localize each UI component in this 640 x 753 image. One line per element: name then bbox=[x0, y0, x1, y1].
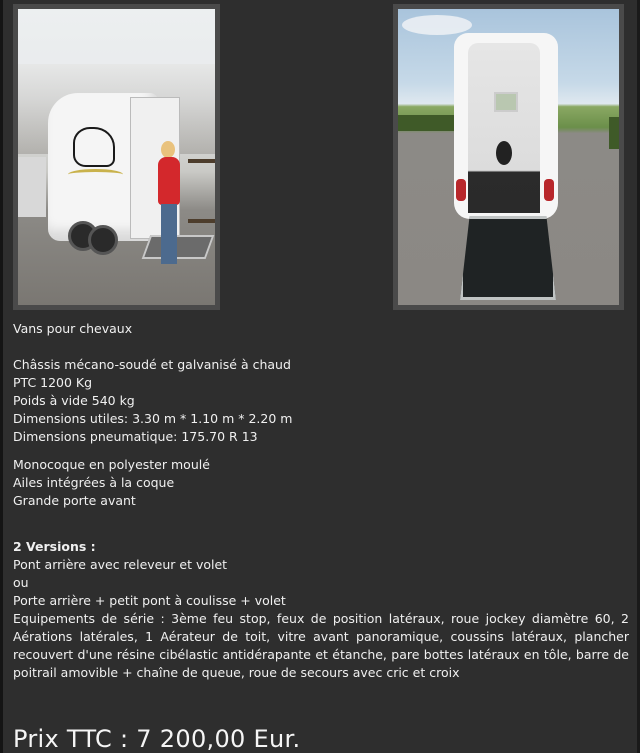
front-window bbox=[494, 92, 518, 112]
versions-heading: 2 Versions : bbox=[13, 539, 96, 554]
version-option-2: Porte arrière + petit pont à coulisse + volet bbox=[13, 593, 286, 608]
product-title: Vans pour chevaux bbox=[13, 321, 133, 336]
person-jeans bbox=[161, 204, 177, 264]
price-ttc: Prix TTC : 7 200,00 Eur. bbox=[13, 725, 301, 753]
pickup-truck bbox=[18, 157, 46, 217]
tail-light-left bbox=[456, 179, 466, 201]
left-edge-strip bbox=[0, 0, 3, 753]
spec-tires: Dimensions pneumatique: 175.70 R 13 bbox=[13, 429, 258, 444]
standard-equipment: Equipements de série : 3ème feu stop, feux de position latéraux, roue jockey diamètre 60, 2 Aérations latérales, 1 Aérateur de toit, vitre avant panoramique, coussins latéraux, plancher recouvert d'une résine cibélastic antidérapante et étanche, pare bottes latéraux en tôle, barre de poitrail amovible + chaîne de queue, roue de secours avec cric et croix bbox=[13, 611, 629, 680]
trailer-ramp bbox=[142, 235, 215, 259]
wheel-icon bbox=[88, 225, 118, 255]
spare-tire-icon bbox=[496, 141, 512, 165]
product-description bbox=[13, 320, 629, 682]
feature-front-door: Grande porte avant bbox=[13, 493, 136, 508]
hedge bbox=[609, 117, 619, 149]
photo-trailer-side-frame[interactable] bbox=[13, 4, 220, 310]
version-option-1: Pont arrière avec releveur et volet bbox=[13, 557, 228, 572]
person-red-top bbox=[158, 157, 180, 205]
hedge bbox=[398, 115, 458, 131]
photo-trailer-rear-frame[interactable] bbox=[393, 4, 624, 310]
person-head bbox=[161, 141, 175, 158]
spec-empty-weight: Poids à vide 540 kg bbox=[13, 393, 135, 408]
photo-trailer-side[interactable] bbox=[18, 9, 215, 305]
photo-trailer-rear[interactable] bbox=[398, 9, 619, 305]
spec-chassis: Châssis mécano-soudé et galvanisé à chaud bbox=[13, 357, 291, 372]
trailer-interior bbox=[468, 43, 540, 213]
horse-logo-icon bbox=[73, 127, 115, 167]
version-separator: ou bbox=[13, 575, 29, 590]
feature-wings: Ailes intégrées à la coque bbox=[13, 475, 175, 490]
logo-swoosh bbox=[68, 169, 123, 180]
feature-monocoque: Monocoque en polyester moulé bbox=[13, 457, 210, 472]
spec-dimensions: Dimensions utiles: 3.30 m * 1.10 m * 2.20 m bbox=[13, 411, 293, 426]
tail-light-right bbox=[544, 179, 554, 201]
trailer-ramp bbox=[460, 216, 556, 300]
cloud bbox=[402, 15, 472, 35]
wooden-fence bbox=[188, 159, 215, 223]
spec-ptc: PTC 1200 Kg bbox=[13, 375, 93, 390]
